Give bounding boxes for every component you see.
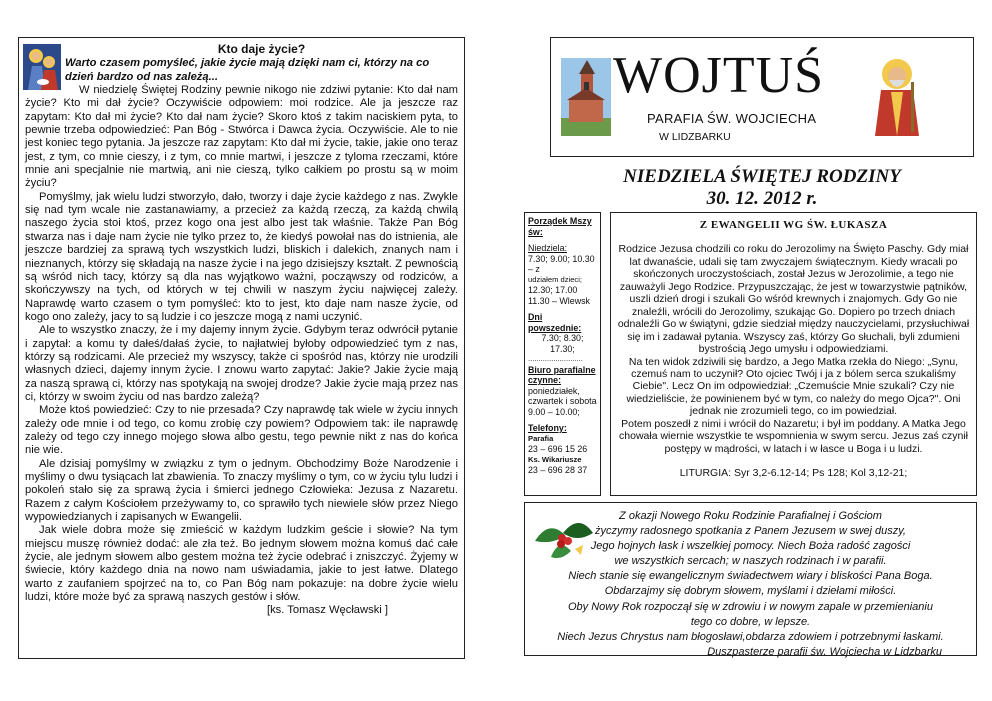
schedule-heading: Porządek Mszy św: — [528, 216, 592, 237]
gospel-heading: Z EWANGELII WG ŚW. ŁUKASZA — [699, 219, 888, 231]
town-name: W LIDZBARKU — [659, 131, 731, 143]
wish-line: Jego hojnych łask i wszelkiej pomocy. Niech Boża radość zagości — [590, 540, 911, 553]
sunday-times-2: 12.30; 17.00 — [528, 285, 578, 295]
wish-line: Z okazji Nowego Roku Rodzinie Parafialnej i Gościom — [619, 510, 882, 522]
article-paragraph: Ale dzisiaj pomyślmy w związku z tym o jednym. Obchodzimy Boże Narodzenie i myślimy o dwu tysiącach lat zbawienia. To znaczy myślimy o tym, co w życiu tylu ludzi i pokoleń stało się za sprawą życia i śmierci jednego Człowieka: Jezusa z Nazaretu. Razem z całym Kościołem przeżywamy to, co sprawiło tych niewiele słów przez Niego wypowiedzianych i zapisanych w Ewangelii. — [25, 457, 458, 524]
gospel-paragraph: Na ten widok zdziwili się bardzo, a Jego Matka rzekła do Niego: „Synu, czemuś nam to uczynił? Oto ojciec Twój i ja z bólem serca szukaliśmy Ciebie". Lecz On im odpowiedział: „Czemuście Mnie szukali? Czy nie wiedzieliście, że powinienem być w tym, co należy do mego Ojca?". Oni jednak nie zrozumieli tego, co im powiedział. — [626, 355, 961, 418]
office-label: Biuro parafialne czynne: — [528, 364, 596, 385]
article-signature: [ks. Tomasz Węcławski ] — [266, 604, 388, 617]
separator: .......................... — [528, 354, 583, 363]
gospel-box — [610, 212, 977, 496]
wish-line: Oby Nowy Rok rozpoczął się w zdrowiu i w nowym zapale w przemienianiu — [568, 600, 933, 613]
wish-line: we wszystkich sercach; w naszych rodzinach i w parafii. — [614, 555, 887, 568]
wish-line: życzymy radosnego spotkania z Panem Jezusem w swej duszy, — [595, 525, 906, 538]
gospel-paragraph: Potem poszedł z nimi i wrócił do Nazaretu; i był im poddany. A Matka Jego chowała wiernie wszystkie te wspomnienia w swym sercu. Jezus zaś czynił postępy w mądrości, w latach i w łasce u Boga i u ludzi. — [619, 417, 968, 455]
weekday-times-1: 7.30; 8.30; — [541, 333, 584, 343]
holy-family-icon — [23, 44, 61, 90]
parish-name: PARAFIA ŚW. WOJCIECHA — [647, 111, 817, 126]
sunday-wlewsk: 11.30 – Wlewsk — [528, 295, 590, 306]
newsletter-title: WOJTUŚ — [613, 47, 825, 104]
article-paragraph: W niedzielę Świętej Rodziny pewnie nikogo nie zdziwi pytanie: Kto dał nam życie? Kto mi dał życie? Oczywiście odpowiem: moi rodzice. Ale ja jeszcze raz zapytam: Kto dał mi życie? Kto dał nam życie? Skoro ktoś z takim naciskiem pyta, to pewnie trzeba odpowiedzieć: Pan Bóg - Stwórca i Dawca życia. Oczywiście. Ale to nie jest koniec tego pytania. Ja jeszcze raz zapytam: Kto dał mi życie, takie, jakie ono teraz jest, z tym, co mnie cieszy, i z tym, co mnie martwi, i jeszcze z tyloma rzeczami, które mnie ani specjalnie nie martwią, ani nie cieszą, tylko całkiem po prostu są w moim życiu? — [25, 84, 458, 190]
sunday-times: 7.30; 9.00; 10.30 – z — [528, 253, 595, 274]
holly-decoration-icon — [531, 511, 597, 561]
issue-date: 30. 12. 2012 r. — [706, 188, 818, 209]
sunday-note: udziałem dzieci; — [528, 274, 583, 284]
article-paragraph: Ale to wszystko znaczy, że i my dajemy innym życie. Gdybym teraz odwrócił pytanie i zapytał: a komu ty dałeś/dałaś życie, to najłatwiej byłoby odpowiedzieć tym z nas, którzy są rodzicami. Ale przecież my wszyscy, także ci spośród nas, którzy nie urodzili własnych dzieci, dajemy innym życie. I znowu warto zapytać: Jakie? Jakie życie mają za naszą sprawą ci, którzy nas spotykają na swojej drodze? Jakie życie mają przez nas ci, którzy w swoim życiu od nas bardzo zależą? — [25, 324, 458, 403]
wish-line: Niech stanie się ewangelicznym świadectwem wiary i bliskości Pana Boga. — [568, 570, 933, 583]
office-hours: 9.00 – 10.00; — [528, 406, 580, 417]
liturgy-readings: LITURGIA: Syr 3,2-6.12-14; Ps 128; Kol 3,12-21; — [679, 467, 908, 480]
weekday-times-2: 17.30; — [550, 343, 575, 354]
wish-line: tego co dobre, w lepsze. — [690, 615, 811, 628]
gospel-paragraph: Rodzice Jezusa chodzili co roku do Jerozolimy na Święto Paschy. Gdy miał lat dwanaście, udali się tam zwyczajem świątecznym. Kiedy wracali po skończonych uroczystościach, został Jezus w Jerozolimie, a tego nie zauważyli Jego Rodzice. Przypuszczając, że jest w towarzystwie pątników, uszli dzień drogi i szukali Go wśród krewnych i znajomych. Gdy Go nie znaleźli, wrócili do Jerozolimy, szukając Go. Dopiero po trzech dniach odnaleźli Go w świątyni, gdzie siedział między nauczycielami, przysłuchiwał się im i zadawał pytania. Wszyscy zaś, którzy Go słuchali, byli zdumieni bystrością Jego umysłu i odpowiedziami. — [617, 243, 970, 356]
article-title: Kto daje życie? — [217, 42, 306, 56]
saint-icon — [867, 56, 927, 136]
article-lead: Warto czasem pomyśleć, jakie życie mają dzięki nam ci, którzy na co dzień bardzo od nas zależą... — [65, 57, 430, 83]
wishes-signature: Duszpasterze parafii św. Wojciecha w Lidzbarku — [707, 645, 942, 658]
wishes-box — [524, 502, 977, 656]
sunday-label: Niedziela: — [528, 243, 567, 253]
article-paragraph: Jak wiele dobra może się zmieścić w każdym ludzkim geście i słowie? Na tym miejscu muszę również dodać: ale zła też. Bo jednym słowem można komuś dać całe życie, ale jednym słowem albo gestem można też życie odebrać i zniszczyć. Żyjemy w świecie, który każdego dnia na nowo nam uświadamia, jakie to jest łatwe. Dlatego warto z zaufaniem spojrzeć na to, co Pan Bóg nam pokazuje: na dobre życie wielu ludzi, które może być za sprawą naszych gestów i słów. — [25, 524, 458, 604]
phones-label: Telefony: — [528, 423, 567, 433]
article-paragraph: Może ktoś powiedzieć: Czy to nie przesada? Czy naprawdę tak wiele w życiu innych zależy ode mnie i od tego, co komu zrobię czy powiem? Odpowiem tak: ile naprawdę zależy od tego czy innego mojego słowa albo gestu, tego pewnie nikt z nas do końca nie wie. — [25, 404, 458, 457]
issue-name: NIEDZIELA ŚWIĘTEJ RODZINY — [623, 166, 901, 187]
vicar-phone: 23 – 696 28 37 — [528, 465, 588, 475]
wish-line: Obdarzajmy się dobrym słowem, myślami i dziełami miłości. — [604, 585, 897, 598]
article-box — [18, 37, 465, 659]
parish-phone-label: Parafia — [528, 433, 554, 443]
parish-phone: 23 – 696 15 26 — [528, 444, 588, 454]
office-days: poniedziałek, czwartek i sobota — [528, 385, 597, 406]
masthead — [550, 37, 974, 157]
wish-line: Niech Jezus Chrystus nam błogosławi,obdarza zdowiem i potrzebnymi łaskami. — [557, 630, 944, 643]
weekday-label: Dni powszednie: — [528, 312, 582, 333]
article-paragraph: Pomyślmy, jak wielu ludzi stworzyło, dało, tworzy i daje życie każdego z nas. Zwykle się nad tym wcale nie zastanawiamy, a przecież za każdą rzeczą, za każdą chwilą naszego życia stoi ktoś, przez kogo ona jest albo jest tak właśnie. Także Pan Bóg stwarza nas i daje nam życie nie tylko przez to, że kiedyś powołał nas do istnienia, ale jeszcze bardziej za sprawą tych wszystkich ludzi, bliskich i dalekich, znanych nam i nieznanych, którzy się składają na nasze życie i na jego dzisiejszy kształt. Z pewnością są wśród nich tacy, którzy są dla nas wyjątkowo ważni, począwszy od rodziców, a skończywszy na tych, od których w tej chwili w naszym życiu najwięcej zależy. Naprawdę warto czasem o tym pomyśleć: kto to jest, kto daje nam nasze życie, od kogo ono zależy, jacy to są ludzie i co jeszcze mogą z nami uczynić. — [25, 190, 458, 323]
church-tower-icon — [561, 58, 611, 136]
vicar-phone-label: Ks. Wikariusze — [528, 454, 582, 464]
mass-schedule — [524, 212, 601, 496]
